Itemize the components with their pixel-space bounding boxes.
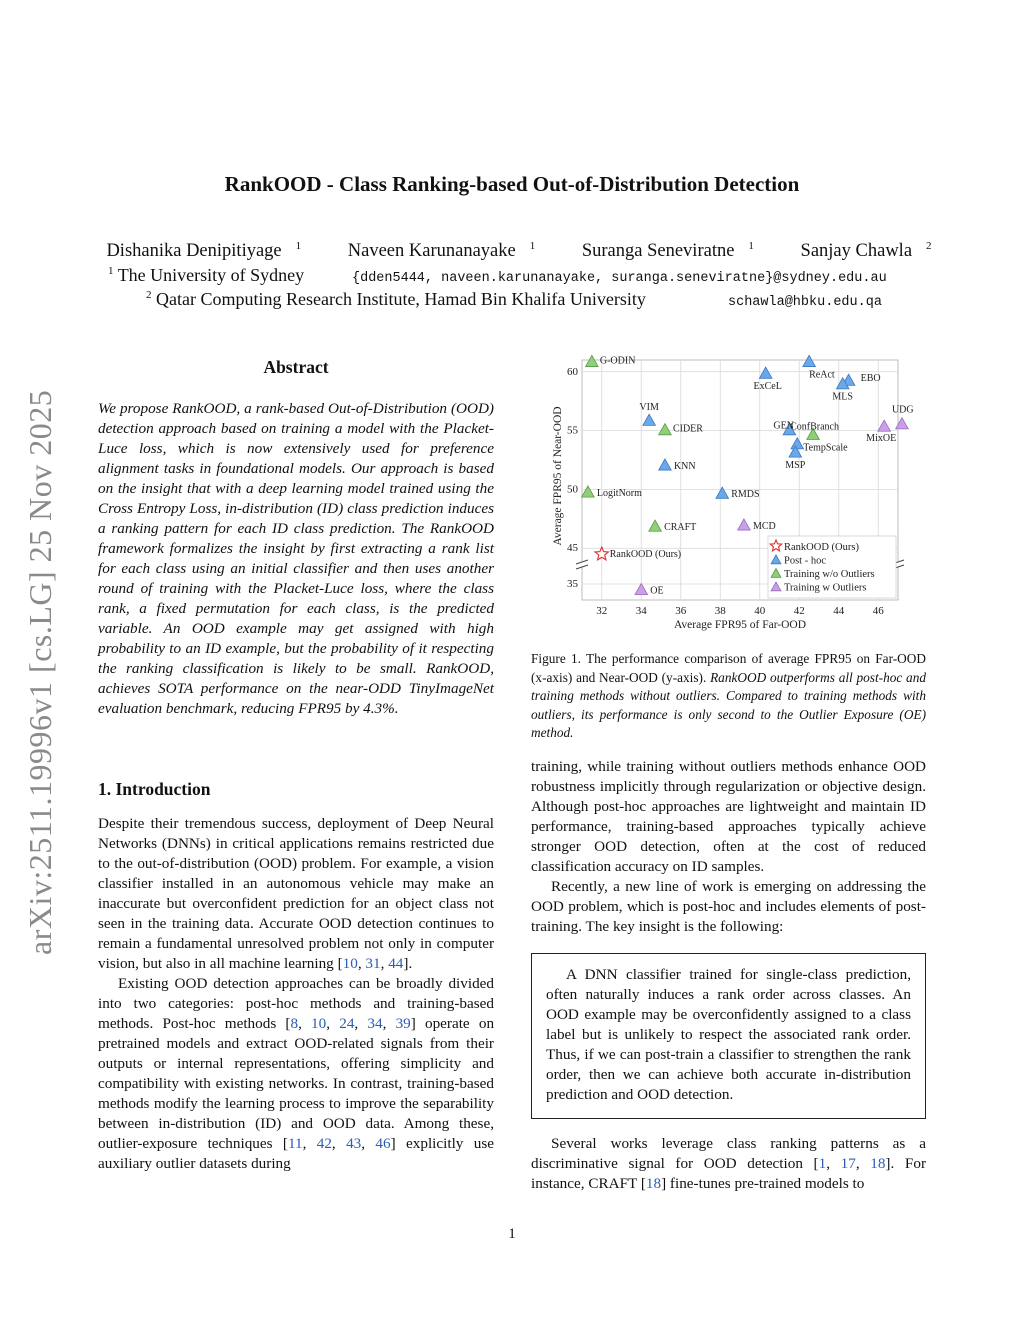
data-point-label: OE [650,585,664,597]
citation-link[interactable]: 17 [840,1155,856,1172]
data-point-label: ReAct [809,369,835,381]
right-paragraph-3: Several works leverage class ranking patterns as a discriminative signal for OOD detection [1, 17, 18]. For instance, CRAFT [18] fine-tunes pre-trained models to [531,1135,926,1192]
author-name: Sanjay Chawla [800,241,913,262]
x-tick-label: 36 [675,605,687,617]
data-point-label: MSP [785,459,806,471]
figure-1-caption [531,650,926,743]
affiliation-1 [108,265,304,286]
author-sup: 1 [295,240,302,252]
x-tick-label: 34 [635,605,647,617]
data-point-label: CRAFT [664,522,697,534]
abstract-heading: Abstract [263,357,329,377]
right-column-text-2 [531,1134,926,1194]
text-span: ] explicitly use auxiliary outlier datasets during [98,1135,494,1172]
author-name: Suranga Seneviratne [581,241,735,262]
x-tick-label: 40 [754,605,766,617]
author-sup: 1 [748,240,754,252]
introduction-heading: 1. Introduction [98,779,211,799]
data-point-label: MixOE [866,433,897,445]
citation-link[interactable]: 18 [645,1175,662,1192]
author [334,241,535,261]
affiliation-name: The University of Sydney [117,265,305,285]
y-tick-label: 50 [567,483,578,496]
y-axis-label: Average FPR95 of Near-OOD [552,406,564,546]
affiliation-1-email: {dden5444, naveen.karunanayake, suranga.seneviratne}@sydney.edu.au [352,271,887,286]
legend-entry-label: RankOOD (Ours) [784,542,859,553]
paper-title: RankOOD - Class Ranking-based Out-of-Distribution Detection [224,172,800,196]
data-point-label: CIDER [672,423,703,435]
x-tick-label: 38 [714,605,726,617]
x-tick-label: 32 [596,605,608,617]
citation-link[interactable]: 24 [339,1015,355,1032]
figure-1-scatter-chart [546,352,914,632]
data-point-label: VIM [639,402,659,414]
text-span: ] fine-tunes pre-trained models to [661,1175,865,1192]
data-point-label: MCD [752,520,776,532]
caption-italic: RankOOD outperforms all post-hoc and training methods without outliers. Compared to training methods with outliers, its performance is only second to the Outlier Exposure (OE) method. [531,669,926,740]
right-column-text [531,757,926,937]
data-point-label: RankOOD (Ours) [609,549,682,561]
abstract-text [98,399,494,719]
legend-entry-label: Training w Outliers [784,582,867,594]
citation-link[interactable]: 31 [365,955,381,972]
citation-link[interactable]: 8 [290,1015,299,1032]
affiliation-2-email: schawla@hbku.edu.qa [728,295,882,310]
data-point-label: MLS [832,391,853,403]
y-tick-label: 55 [567,424,578,437]
key-insight-text [546,965,911,1105]
affiliation-name: Qatar Computing Research Institute, Hamad Bin Khalifa University [156,289,646,309]
citation-link[interactable]: 11 [287,1135,303,1152]
citation-link[interactable]: 10 [342,955,358,972]
author-sup: 2 [926,240,932,252]
abstract-paragraph: We propose RankOOD, a rank-based Out-of-Distribution (OOD) detection approach based on training a model with the Placket-Luce loss, which is now extensively used for preference alignment tasks in foundational models. Our approach is based on the insight that with a deep learning model trained using the Cross Entropy Loss, in-distribution (ID) class prediction induces a ranking pattern for each ID class prediction. The RankOOD framework formalizes the insight by first extracting a rank list for each class using an initial classifier and then uses another round of training with the Placket-Luce loss, where the class rank, a fixed permutation for each class, is the predicted variable. An OOD example may get assigned with high probability to an ID example, but the probability of it respecting the ranking classification is likely to be small. RankOOD, achieves SOTA performance on the near-ODD TinyImageNet evaluation benchmark, reducing FPR95 by 4.3%. [98,400,494,717]
x-tick-label: 44 [833,605,845,617]
citation-link[interactable]: 42 [316,1135,332,1152]
author-name: Naveen Karunanayake [347,241,516,262]
author [787,241,932,261]
data-point-label: GEN [773,420,794,432]
author [568,241,754,261]
affiliation-sup: 1 [108,265,114,277]
right-paragraph-1: training, while training without outliers methods enhance OOD robustness implicitly through regularization or objective design. Although post-hoc approaches are lightweight and maintain ID performance, training-based approaches typically achieve stronger OOD detection, often at the cost of reduced classification accuracy on ID samples. [531,758,926,875]
data-point-label: RMDS [731,489,760,501]
data-point-label: UDG [891,404,914,416]
key-insight-paragraph: A DNN classifier trained for single-class prediction, often naturally induces a rank order across classes. An OOD example may be overconfidently assigned to a class label but is unlikely to respect the associated rank order. Thus, if we can post-train a classifier to strengthen the rank order, then we can achieve both accurate in-distribution prediction and OOD detection. [546,966,911,1103]
intro-paragraph-2: Existing OOD detection approaches can be broadly divided into two categories: post-hoc methods and training-based methods. Post-hoc methods [8, 10, 24, 34, 39] operate on pretrained models and extract OOD-related signals from their outputs or internal representations, offering simplicity and compatibility with existing networks. In contrast, training-based methods modify the learning process to improve the separability between in-distribution (ID) and OOD data. Among these, outlier-exposure techniques [11, 42, 43, 46] explicitly use auxiliary outlier datasets during [98,975,495,1172]
citation-link[interactable]: 46 [375,1135,391,1152]
author-list [0,240,1024,262]
citation-link[interactable]: 39 [395,1015,411,1032]
author-name: Dishanika Denipitiyage [106,241,282,262]
citation-link[interactable]: 44 [388,955,404,972]
data-point-label: EBO [860,373,881,385]
intro-paragraph-1: Despite their tremendous success, deployment of Deep Neural Networks (DNNs) in critical applications remains restricted due to the out-of-distribution (OOD) problem. For example, a vision classifier installed in an autonomous vehicle may make an inaccurate but overconfident prediction for an object class not seen in the training data. Accurate OOD detection continues to remain a fundamental unresolved problem not only in computer vision, but also in all machine learning [10, 31, 44]. [98,815,494,972]
data-point-label: ConfBranch [790,421,839,433]
caption-plain: Figure 1. The performance comparison of average FPR95 on Far-OOD (x-axis) and Near-OOD (y-axis). [531,651,926,685]
data-point-label: TempScale [803,442,848,454]
citation-link[interactable]: 43 [346,1135,362,1152]
text-span: ]. For instance, CRAFT [ [531,1155,926,1192]
x-tick-label: 46 [872,605,884,617]
text-span: Existing OOD detection approaches can be broadly divided into two categories: post-hoc methods and training-based methods. Post-hoc methods [ [98,975,494,1032]
author-sup: 1 [529,240,536,252]
legend-entry-label: Post - hoc [784,555,826,567]
key-insight-box [531,953,926,1119]
y-tick-label: 45 [567,542,578,555]
y-tick-label: 35 [567,578,578,590]
citation-link[interactable]: 10 [311,1015,327,1032]
citation-link[interactable]: 1 [818,1155,827,1172]
data-point-label: LogitNorm [596,487,642,499]
affiliation-sup: 2 [146,289,152,301]
arxiv-identifier: arXiv:2511.19996v1 [cs.LG] 25 Nov 2025 [22,389,58,955]
text-span: Despite their tremendous success, deployment of Deep Neural Networks (DNNs) in critical applications remains restricted due to the out-of-distribution (OOD) problem. For example, a vision classifier installed in an autonomous vehicle may make an inaccurate but overconfident prediction for an object class not seen in the training data. Accurate OOD detection continues to remain a fundamental unresolved problem not only in computer vision, but also in all machine learning [ [98,815,494,972]
page-number: 1 [508,1226,516,1242]
legend-entry-label: Training w/o Outliers [784,569,875,580]
introduction-text [98,814,494,1174]
citation-link[interactable]: 34 [367,1015,383,1032]
x-axis-label: Average FPR95 of Far-OOD [673,619,807,631]
y-tick-label: 60 [567,365,578,378]
citation-link[interactable]: 18 [870,1155,886,1172]
data-point-label: ExCeL [753,381,782,393]
data-point-label: KNN [673,460,696,472]
text-span: ] operate on pretrained models and extract OOD-related signals from their outputs or internal representations, offering simplicity and compatibility with existing networks. In contrast, training-based methods modify the learning process to improve the separability between in-distribution (ID) and OOD data. Among these, outlier-exposure techniques [ [98,1015,495,1152]
author [92,241,301,261]
data-point-label: G-ODIN [599,355,636,367]
text-span: Several works leverage class ranking patterns as a discriminative signal for OOD detection [ [531,1135,926,1172]
x-tick-label: 42 [793,605,805,617]
affiliation-2 [146,289,646,310]
right-paragraph-2: Recently, a new line of work is emerging on addressing the OOD problem, which is post-hoc and includes elements of post-training. The key insight is the following: [531,878,926,935]
